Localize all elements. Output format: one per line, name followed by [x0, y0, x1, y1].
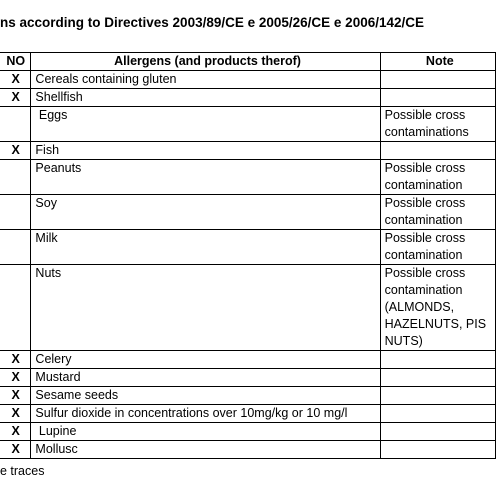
note-cell	[380, 71, 495, 89]
allergen-cell: Milk	[31, 230, 380, 265]
note-cell	[380, 405, 495, 423]
note-cell	[380, 369, 495, 387]
note-line: Possible cross	[384, 266, 466, 280]
note-cell	[380, 351, 495, 369]
table-row	[0, 369, 496, 387]
no-mark-cell	[0, 230, 31, 265]
note-line: contamination	[384, 213, 463, 227]
table-row	[0, 71, 496, 89]
column-header-allergens: Allergens (and products therof)	[31, 53, 380, 71]
table-row	[0, 195, 496, 230]
note-line: Possible cross	[384, 196, 466, 210]
note-line: Possible cross	[384, 161, 466, 175]
allergen-cell: Nuts	[31, 265, 380, 351]
footer-note: e traces	[0, 464, 45, 478]
note-line: contaminations	[384, 125, 469, 139]
allergen-table-body	[0, 71, 496, 459]
allergen-cell: Mustard	[31, 369, 380, 387]
table-row	[0, 89, 496, 107]
allergen-cell: Shellfish	[31, 89, 380, 107]
note-cell	[380, 107, 495, 142]
column-header-note: Note	[380, 53, 495, 71]
table-row	[0, 265, 496, 351]
table-row	[0, 160, 496, 195]
note-cell	[380, 230, 495, 265]
allergen-cell: Sulfur dioxide in concentrations over 10mg/kg or 10 mg/l	[31, 405, 380, 423]
allergen-cell: Celery	[31, 351, 380, 369]
allergen-cell: Fish	[31, 142, 380, 160]
no-mark-cell	[0, 160, 31, 195]
no-mark-cell: X	[0, 405, 31, 423]
document-title: ns according to Directives 2003/89/CE e 2005/26/CE e 2006/142/CE	[0, 15, 424, 30]
note-cell	[380, 195, 495, 230]
allergen-cell: Mollusc	[31, 441, 380, 459]
allergen-cell: Lupine	[31, 423, 380, 441]
no-mark-cell: X	[0, 71, 31, 89]
table-row	[0, 230, 496, 265]
allergen-cell: Sesame seeds	[31, 387, 380, 405]
table-row	[0, 107, 496, 142]
no-mark-cell	[0, 107, 31, 142]
note-cell	[380, 160, 495, 195]
allergen-cell: Eggs	[31, 107, 380, 142]
table-row	[0, 142, 496, 160]
no-mark-cell	[0, 265, 31, 351]
no-mark-cell	[0, 195, 31, 230]
allergen-cell: Peanuts	[31, 160, 380, 195]
table-row	[0, 441, 496, 459]
no-mark-cell: X	[0, 387, 31, 405]
note-line: Possible cross	[384, 231, 466, 245]
table-row	[0, 423, 496, 441]
allergen-table	[0, 52, 496, 459]
table-row	[0, 387, 496, 405]
table-header-row	[0, 53, 496, 71]
note-cell	[380, 387, 495, 405]
note-line: Possible cross	[384, 108, 466, 122]
table-row	[0, 405, 496, 423]
no-mark-cell: X	[0, 142, 31, 160]
note-cell	[380, 441, 495, 459]
no-mark-cell: X	[0, 369, 31, 387]
note-cell	[380, 89, 495, 107]
note-cell	[380, 142, 495, 160]
no-mark-cell: X	[0, 351, 31, 369]
note-cell	[380, 423, 495, 441]
note-line: contamination	[384, 178, 463, 192]
note-cell	[380, 265, 495, 351]
note-line: HAZELNUTS, PIS	[384, 317, 487, 331]
note-line: contamination	[384, 283, 463, 297]
allergen-cell: Cereals containing gluten	[31, 71, 380, 89]
no-mark-cell: X	[0, 89, 31, 107]
table-row	[0, 351, 496, 369]
column-header-no: NO	[0, 53, 31, 71]
allergen-cell: Soy	[31, 195, 380, 230]
note-line: (ALMONDS,	[384, 300, 455, 314]
no-mark-cell: X	[0, 423, 31, 441]
no-mark-cell: X	[0, 441, 31, 459]
note-line: NUTS)	[384, 334, 423, 348]
note-line: contamination	[384, 248, 463, 262]
